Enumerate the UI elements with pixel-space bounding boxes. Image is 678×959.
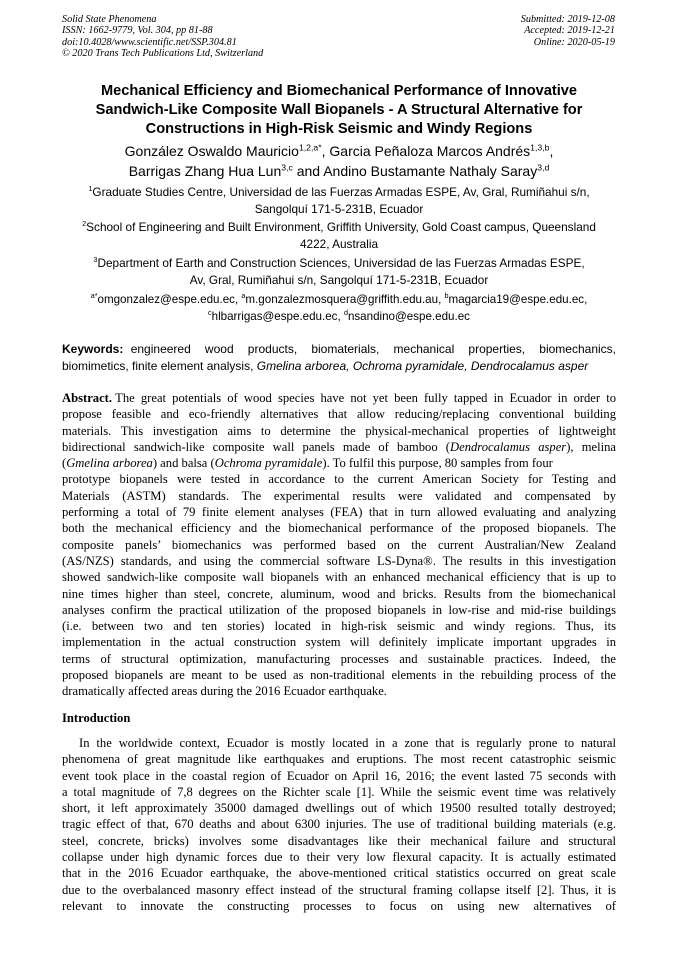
abstract-line: implementation in the actual construction system will definitely implicate important upgrades in xyxy=(62,635,616,650)
affil-line: Department of Earth and Construction Sciences, Universidad de las Fuerzas Armadas ESPE, xyxy=(97,256,585,270)
abstract-species: Ochroma pyramidale xyxy=(214,456,323,471)
journal-name: Solid State Phenomena xyxy=(62,14,157,25)
intro-line: a total magnitude of 7,8 degrees on the Richter scale [1]. While the seismic event time was relatively xyxy=(62,784,616,799)
author-line xyxy=(62,161,616,181)
abstract-line: nine times higher than steel, concrete, aluminum, wood and bricks. Results from the biomechanical xyxy=(62,586,616,601)
abstract-line: composite panels’ biomechanics was performed based on the current Australian/New Zealand xyxy=(62,537,616,552)
abstract-line: proposed biopanels are meant to be used as non-traditional elements in the rebuilding process of the xyxy=(62,668,616,683)
keywords-block xyxy=(62,341,616,375)
email-link[interactable]: nsandino@espe.edu.ec xyxy=(347,310,470,323)
abstract-line: terms of structural optimization, manufacturing processes and sustainable practices. Indeed, the xyxy=(62,651,616,666)
author-affil-sup: 3,c xyxy=(281,162,293,173)
online-date: Online: 2020-05-19 xyxy=(533,36,615,48)
intro-line: short, it left approximately 35000 damaged dwellings out of which 19500 resulted totally destroyed; xyxy=(62,801,616,816)
intro-line: due to the overbalanced masonry effect instead of the structural framing collapse itself [2]. Thus, it is xyxy=(62,882,616,897)
accepted-date: Accepted: 2019-12-21 xyxy=(524,25,615,37)
abstract-species: Gmelina arborea xyxy=(66,456,153,471)
email-sup: b xyxy=(444,291,449,301)
intro-line: event took place in the coastal region of Ecuador on April 16, 2016; the event lasted 75 seconds with xyxy=(62,768,616,783)
title-line: Mechanical Efficiency and Biomechanical Performance of Innovative xyxy=(100,83,578,99)
keywords-text: biomimetics, finite element analysis, xyxy=(62,359,254,373)
keywords-species: Gmelina arborea, Ochroma pyramidale, Dendrocalamus asper xyxy=(256,359,589,373)
abstract-line: both the mechanical efficiency and the biomechanical performance of the proposed biopanels. The xyxy=(62,521,616,536)
affil-number: 2 xyxy=(82,219,87,229)
abstract-line: propose feasible and eco-friendly alternatives that allow reducing/replacing conventional building xyxy=(62,407,616,422)
affiliation-3 xyxy=(62,255,616,289)
abstract-label: Abstract. xyxy=(62,391,113,405)
abstract-line: Materials (ASTM) standards. The experimental results were validated and compensated by xyxy=(62,488,616,503)
email-link[interactable]: magarcia19@espe.edu.ec, xyxy=(448,293,588,306)
affiliation-2 xyxy=(62,219,616,253)
abstract-line: (AS/NZS) standards, and using the commercial software LS-Dyna®. The results in this investigation xyxy=(62,553,616,568)
abstract-line: prototype biopanels were tested in accordance to the current American Society for Testing and xyxy=(62,472,616,487)
affil-line: 4222, Australia xyxy=(299,237,379,251)
author-name: Barrigas Zhang Hua Lun xyxy=(128,163,282,179)
dates-header xyxy=(521,14,615,48)
email-sup: a xyxy=(241,291,246,301)
journal-issn: ISSN: 1662-9779, Vol. 304, pp 81-88 xyxy=(62,25,213,37)
abstract-line: materials. This investigation aims to determine the physical-mechanical properties of lightweight xyxy=(62,423,616,438)
email-sup: a* xyxy=(90,291,98,301)
author-line: González Oswaldo Mauricio$^{1,2,a*}$, Garcia Peñaloza Marcos Andrés$^{1,3,b}$, xyxy=(124,142,554,159)
email-link[interactable]: omgonzalez@espe.edu.ec, xyxy=(97,293,239,306)
abstract-line: bidirectional sandwich-like composite wall panels made of bamboo ( xyxy=(62,439,451,454)
email-link[interactable]: hlbarrigas@espe.edu.ec, xyxy=(211,310,341,323)
submitted-date: Submitted: 2019-12-08 xyxy=(520,14,615,25)
author-affil-sup: 1,2,a* xyxy=(298,142,322,153)
introduction-section xyxy=(62,735,616,914)
intro-line: phenomena of great magnitude like earthquakes and eruptions. The most recent catastrophic seismic xyxy=(62,752,616,767)
affil-line: School of Engineering and Built Environment, Griffith University, Gold Coast campus, Queensland xyxy=(86,220,596,234)
author-name: Garcia Peñaloza Marcos Andrés xyxy=(329,143,531,159)
intro-line: that in the 2016 Ecuador earthquake, the above-mentioned critical statistics occurred on great scale xyxy=(62,866,616,881)
intro-line: In the worldwide context, Ecuador is mostly located in a zone that is regularly prone to natural xyxy=(79,736,616,750)
author-and: and xyxy=(296,163,321,179)
email-list xyxy=(62,291,616,325)
abstract-text: ( xyxy=(62,456,67,471)
keywords-text: engineered wood products, biomaterials, mechanical properties, biomechanics, xyxy=(130,342,616,356)
abstract-line: analyses confirm the practical utilization of the proposed biopanels in low-rise and mid-rise buildings xyxy=(62,602,616,617)
journal-copyright: © 2020 Trans Tech Publications Ltd, Switzerland xyxy=(62,48,264,60)
intro-line: steel, concrete, bricks) involves some disadvantages like their mechanical failure and structural xyxy=(62,833,616,848)
title-line: Sandwich-Like Composite Wall Biopanels - A Structural Alternative for xyxy=(95,102,583,118)
abstract-text: ), melina xyxy=(566,439,616,454)
abstract-text: ). To fulfil this purpose, 80 samples from four xyxy=(322,456,553,471)
affil-line: Av, Gral, Rumiñahui s/n, Sangolquí 171-5-231B, Ecuador xyxy=(189,273,489,287)
abstract-line: performing a total of 79 finite element analyses (FEA) that in turn allowed evaluating and analyzing xyxy=(62,505,616,520)
author-affil-sup: 3,d xyxy=(537,162,550,173)
journal-doi[interactable]: doi:10.4028/www.scientific.net/SSP.304.81 xyxy=(62,36,237,48)
affil-line: Sangolquí 171-5-231B, Ecuador xyxy=(254,202,424,216)
email-link[interactable]: m.gonzalezmosquera@griffith.edu.au, xyxy=(245,293,442,306)
abstract-line: The great potentials of wood species have not yet been fully tapped in Ecuador in order to xyxy=(115,391,616,405)
email-sup: d xyxy=(343,308,348,318)
journal-header xyxy=(62,14,263,60)
keywords-label: Keywords: xyxy=(62,342,124,356)
author-name: Andino Bustamante Nathaly Saray xyxy=(323,163,538,179)
affil-number: 1 xyxy=(88,184,93,194)
author-affil-sup: 1,3,b xyxy=(530,142,550,153)
intro-line: tragic effect of that, 670 deaths and about 6300 injuries. The use of traditional building materials (e.g. xyxy=(62,817,616,832)
introduction-heading: Introduction xyxy=(62,711,131,725)
affil-line: Graduate Studies Centre, Universidad de las Fuerzas Armadas ESPE, Av, Gral, Rumiñahui s/n, xyxy=(92,185,590,199)
affiliation-1 xyxy=(62,184,616,218)
paper-title xyxy=(62,82,616,139)
author-list xyxy=(62,141,616,181)
author-name: González Oswaldo Mauricio xyxy=(124,143,299,159)
abstract-section xyxy=(62,390,616,700)
abstract-text: ) and balsa ( xyxy=(152,456,215,471)
abstract-line: showed sandwich-like composite wall biopanels with an enhanced mechanical efficiency that is up to xyxy=(62,570,616,585)
title-line: Constructions in High-Risk Seismic and Windy Regions xyxy=(145,121,533,137)
abstract-species: Dendrocalamus asper xyxy=(450,439,567,454)
abstract-line: (i.e. between two and ten stories) located in high-risk seismic and windy regions. Thus, its xyxy=(62,619,616,634)
intro-line: relevant to innovate the constructing processes to focus on using new alternatives of xyxy=(62,898,616,913)
intro-line: collapse under high dynamic forces due to their very low flexural capacity. It is actually estimated xyxy=(62,850,616,865)
email-sup: c xyxy=(208,308,212,318)
affil-number: 3 xyxy=(93,255,98,265)
abstract-line: dramatically affected areas during the 2016 Ecuador earthquake. xyxy=(62,684,387,699)
